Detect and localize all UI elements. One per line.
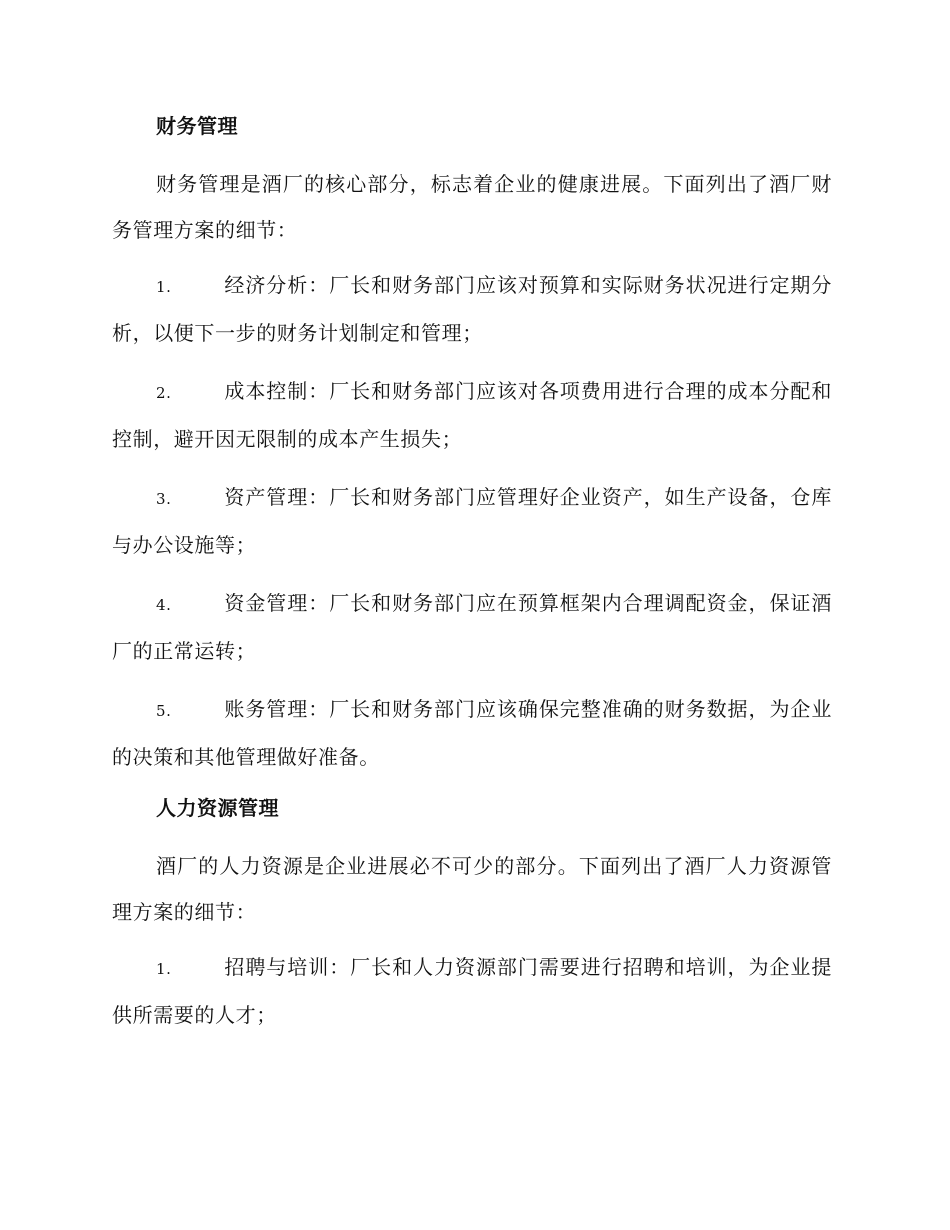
section-intro: 酒厂的人力资源是企业进展必不可少的部分。下面列出了酒厂人力资源管理方案的细节： [112,854,832,924]
list-text: 资金管理：厂长和财务部门应在预算框架内合理调配资金，保证酒厂的正常运转； [112,591,832,663]
list-text: 成本控制：厂长和财务部门应该对各项费用进行合理的成本分配和控制，避开因无限制的成本产生损失； [112,379,832,451]
section-intro: 财务管理是酒厂的核心部分，标志着企业的健康进展。下面列出了酒厂财务管理方案的细节： [112,172,832,242]
list-number: 2. [156,384,172,402]
list-text: 经济分析：厂长和财务部门应该对预算和实际财务状况进行定期分析，以便下一步的财务计划制定和管理； [112,273,832,345]
list-number: 1. [156,960,172,978]
list-text: 资产管理：厂长和财务部门应管理好企业资产，如生产设备，仓库与办公设施等； [112,485,832,557]
list-item [112,580,832,674]
list-number: 5. [156,702,172,720]
list-item [112,368,832,462]
list-text: 招聘与培训：厂长和人力资源部门需要进行招聘和培训，为企业提供所需要的人才； [112,955,832,1027]
list-item [112,686,832,780]
list-number: 4. [156,596,172,614]
list-number: 3. [156,490,172,508]
section-heading: 人力资源管理 [156,796,279,820]
list-item [112,474,832,568]
list-item [112,262,832,356]
list-item [112,944,832,1038]
list-number: 1. [156,278,172,296]
list-text: 账务管理：厂长和财务部门应该确保完整准确的财务数据，为企业的决策和其他管理做好准备。 [112,697,832,769]
section-hr [112,792,832,1038]
section-finance [112,110,832,780]
section-heading: 财务管理 [156,114,238,138]
